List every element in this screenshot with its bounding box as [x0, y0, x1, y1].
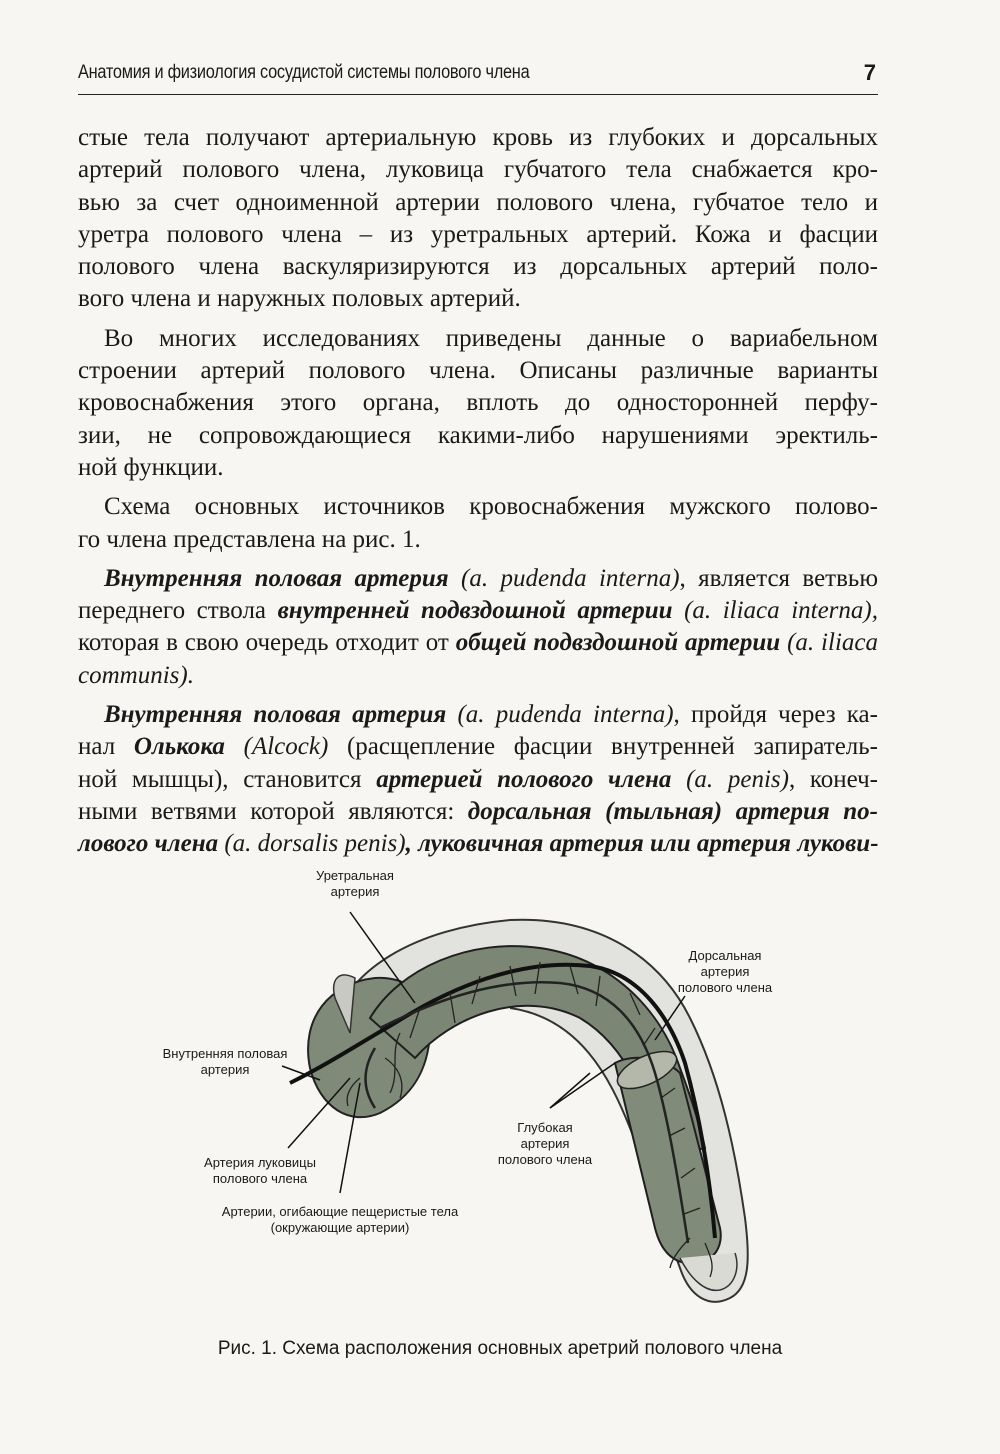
- text-line: вого члена и наружных половых артерий.: [78, 285, 521, 313]
- text-line: communis).: [78, 661, 194, 689]
- running-header: [78, 60, 878, 95]
- paragraph-2: [78, 323, 878, 484]
- text-line: кровоснабжения этого органа, вплоть до односторонней перфу-: [78, 389, 878, 417]
- text-line: артерий полового члена, луковица губчатого тела снабжается кро-: [78, 156, 878, 184]
- label-deep-artery: Глубокая артерия полового члена: [497, 1120, 593, 1167]
- paragraph-5: [78, 699, 878, 860]
- running-header-title: Анатомия и физиология сосудистой системы полового члена: [78, 62, 530, 83]
- paragraph-3: [78, 491, 878, 556]
- text-line: стые тела получают артериальную кровь из глубоких и дорсальных: [78, 124, 878, 151]
- label-internal-pudendal-artery: Внутренняя половая артерия: [162, 1046, 288, 1077]
- figure-1: [160, 858, 840, 1328]
- body-text: [78, 122, 878, 861]
- text-line: лового члена (a. dorsalis penis), луковичная артерия или артерия лукови-: [78, 830, 879, 858]
- label-dorsal-artery: Дорсальная артерия полового члена: [677, 948, 773, 995]
- text-line: полового члена васкуляризируются из дорсальных артерий поло-: [78, 253, 878, 281]
- text-line: ными ветвями которой являются: дорсальная (тыльная) артерия по-: [78, 797, 878, 825]
- text-line: Схема основных источников кровоснабжения мужского полово-: [104, 493, 878, 521]
- text-line: Во многих исследованиях приведены данные о вариабельном: [104, 324, 878, 352]
- figure-caption: Рис. 1. Схема расположения основных аретрий полового члена: [217, 1338, 783, 1359]
- text-line: ной функции.: [78, 453, 224, 481]
- label-bulb-artery: Артерия луковицы полового члена: [204, 1155, 316, 1186]
- text-line: нал Олькока (Alcock) (расщепление фасции внутренней запиратель-: [78, 733, 879, 761]
- penis-arteries-illustration: [160, 858, 840, 1328]
- text-line: зии, не сопровождающиеся какими-либо нарушениями эректиль-: [78, 421, 878, 449]
- text-line: Внутренняя половая артерия (a. pudenda interna), пройдя через ка-: [104, 701, 878, 729]
- text-line: вью за счет одноименной артерии полового члена, губчатое тело и: [78, 188, 878, 216]
- paragraph-4: [78, 563, 878, 692]
- label-circumflex-arteries: Артерии, огибающие пещеристые тела (окружающие артерии): [221, 1204, 459, 1235]
- text-line: Внутренняя половая артерия (a. pudenda interna), является ветвью: [104, 564, 878, 592]
- text-line: которая в свою очередь отходит от общей подвздошной артерии (a. iliaca: [78, 629, 878, 657]
- paragraph-1: [78, 122, 878, 316]
- text-line: го члена представлена на рис. 1.: [78, 525, 421, 553]
- text-line: переднего ствола внутренней подвздошной артерии (a. iliaca interna),: [78, 597, 878, 625]
- text-line: уретра полового члена – из уретральных артерий. Кожа и фасции: [78, 220, 878, 248]
- label-urethral-artery: Уретральная артерия: [316, 868, 394, 899]
- page-number: 7: [863, 60, 876, 85]
- text-line: ной мышцы), становится артерией полового члена (a. penis), конеч-: [78, 765, 878, 793]
- text-line: строении артерий полового члена. Описаны различные варианты: [78, 357, 878, 385]
